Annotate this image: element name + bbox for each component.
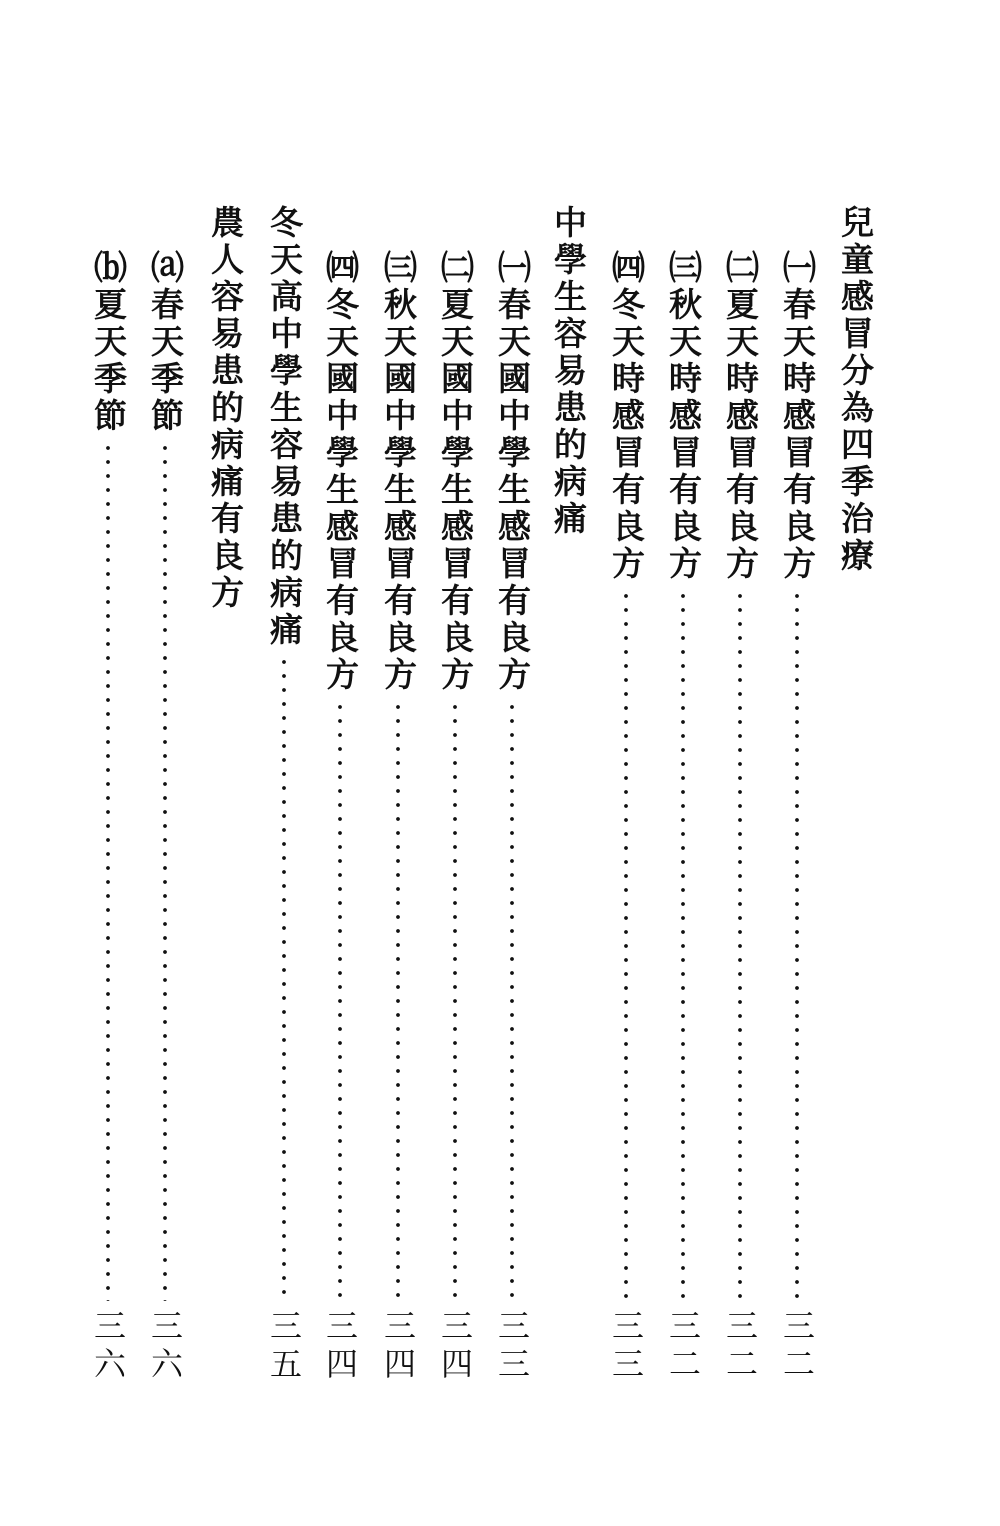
- entry-title: ㈣冬天時感冒有良方: [607, 250, 646, 583]
- entry-title: 兒童感冒分為四季治療: [836, 205, 875, 575]
- page-number: 三三: [607, 1309, 645, 1385]
- entry-title: ⒜春天季節: [146, 250, 185, 435]
- toc-heading: [546, 205, 590, 538]
- entry-title: 冬天高中學生容易患的病痛: [265, 205, 304, 649]
- entry-title: 農人容易患的病痛有良方: [206, 205, 245, 612]
- toc-heading: [203, 205, 247, 612]
- toc-entry: [86, 250, 130, 1385]
- toc-entry: [661, 250, 705, 1385]
- dot-leader: [452, 700, 458, 1301]
- entry-title: 中學生容易患的病痛: [549, 205, 588, 538]
- dot-leader: [623, 589, 629, 1301]
- page-number: 三二: [664, 1309, 702, 1385]
- dot-leader: [281, 655, 287, 1301]
- entry-title: ⒝夏天季節: [89, 250, 128, 435]
- toc-entry: [376, 250, 420, 1385]
- dot-leader: [105, 441, 111, 1301]
- page-number: 三四: [379, 1309, 417, 1385]
- dot-leader: [337, 700, 343, 1301]
- entry-title: ㈠春天國中學生感冒有良方: [493, 250, 532, 694]
- toc-entry: [718, 250, 762, 1385]
- page-number: 三四: [436, 1309, 474, 1385]
- page-number: 三五: [265, 1309, 303, 1385]
- toc-entry: [262, 205, 306, 1385]
- entry-title: ㈠春天時感冒有良方: [778, 250, 817, 583]
- toc-entry: [433, 250, 477, 1385]
- entry-title: ㈢秋天國中學生感冒有良方: [379, 250, 418, 694]
- page-number: 三二: [778, 1309, 816, 1385]
- toc-entry: [775, 250, 819, 1385]
- dot-leader: [794, 589, 800, 1301]
- toc-entry: [143, 250, 187, 1385]
- toc-heading: [833, 205, 877, 575]
- page-number: 三二: [721, 1309, 759, 1385]
- page-number: 三三: [493, 1309, 531, 1385]
- entry-title: ㈡夏天時感冒有良方: [721, 250, 760, 583]
- page-number: 三六: [89, 1309, 127, 1385]
- page-number: 三四: [321, 1309, 359, 1385]
- entry-title: ㈢秋天時感冒有良方: [664, 250, 703, 583]
- entry-title: ㈡夏天國中學生感冒有良方: [436, 250, 475, 694]
- toc-entry: [490, 250, 534, 1385]
- entry-title: ㈣冬天國中學生感冒有良方: [321, 250, 360, 694]
- dot-leader: [395, 700, 401, 1301]
- dot-leader: [737, 589, 743, 1301]
- toc-entry: [604, 250, 648, 1385]
- toc-entry: [318, 250, 362, 1385]
- dot-leader: [509, 700, 515, 1301]
- page-number: 三六: [146, 1309, 184, 1385]
- dot-leader: [162, 441, 168, 1301]
- dot-leader: [680, 589, 686, 1301]
